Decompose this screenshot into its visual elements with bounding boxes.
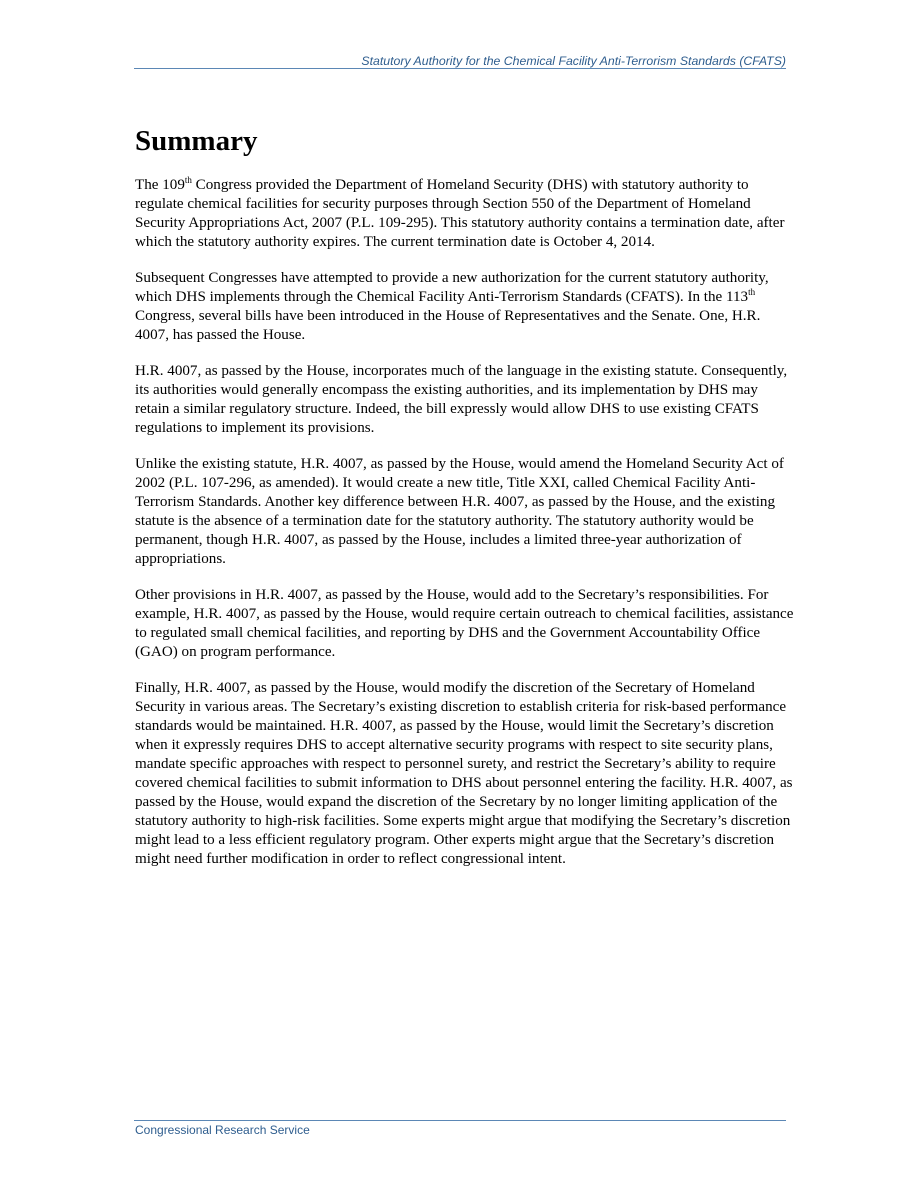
paragraph-1-text-a: The 109 [135, 177, 185, 193]
paragraph-2-text-b: Congress, several bills have been introduced in the House of Representatives and the Senate. One, H.R. 4007, has passed the House. [135, 308, 761, 343]
paragraph-4: Unlike the existing statute, H.R. 4007, as passed by the House, would amend the Homeland Security Act of 2002 (P.L. 107-296, as amended). It would create a new title, Title XXI, called Chemical Facility Anti-Terrorism Standards. Another key difference between H.R. 4007, as passed by the House, and the existing statute is the absence of a termination date for the statutory authority. The statutory authority would be permanent, though H.R. 4007, as passed by the House, includes a limited three-year authorization of appropriations. [135, 456, 784, 567]
paragraph-5: Other provisions in H.R. 4007, as passed by the House, would add to the Secretary’s responsibilities. For example, H.R. 4007, as passed by the House, would require certain outreach to chemical facilities, assistance to regulated small chemical facilities, and reporting by DHS and the Government Accountability Office (GAO) on program performance. [135, 587, 794, 660]
paragraph-2-text-a: Subsequent Congresses have attempted to provide a new authorization for the current statutory authority, which DHS implements through the Chemical Facility Anti-Terrorism Standards (CFATS). In the 113 [135, 270, 769, 305]
footer-source: Congressional Research Service [135, 1123, 310, 1137]
ordinal-superscript: th [184, 175, 192, 185]
header-divider [134, 68, 786, 69]
paragraph-6: Finally, H.R. 4007, as passed by the House, would modify the discretion of the Secretary of Homeland Security in various areas. The Secretary’s existing discretion to establish criteria for risk-based performance standards would be maintained. H.R. 4007, as passed by the House, would limit the Secretary’s discretion when it expressly requires DHS to accept alternative security programs with respect to site security plans, mandate specific approaches with respect to personnel surety, and restrict the Secretary’s ability to require covered chemical facilities to submit information to DHS about personnel entering the facility. H.R. 4007, as passed by the House, would expand the discretion of the Secretary by no longer limiting application of the statutory authority to high-risk facilities. Some experts might argue that modifying the Secretary’s discretion might lead to a less efficient regulatory program. Other experts might argue that the Secretary’s discretion might need further modification in order to reflect congressional intent. [135, 680, 793, 867]
section-title: Summary [135, 125, 258, 157]
running-header: Statutory Authority for the Chemical Facility Anti-Terrorism Standards (CFATS) [361, 54, 786, 68]
paragraph-1-text-b: Congress provided the Department of Homeland Security (DHS) with statutory authority to regulate chemical facilities for security purposes through Section 550 of the Department of Homeland Security Appropriations Act, 2007 (P.L. 109-295). This statutory authority contains a termination date, after which the statutory authority expires. The current termination date is October 4, 2014. [135, 177, 785, 250]
paragraph-1 [135, 176, 795, 252]
paragraph-3: H.R. 4007, as passed by the House, incorporates much of the language in the existing statute. Consequently, its authorities would generally encompass the existing authorities, and its implementation by DHS may retain a similar regulatory structure. Indeed, the bill expressly would allow DHS to use existing CFATS regulations to implement its provisions. [135, 363, 788, 436]
ordinal-superscript: th [748, 287, 756, 297]
paragraph-2 [135, 269, 795, 345]
footer-divider [134, 1120, 786, 1121]
summary-body [135, 176, 795, 886]
